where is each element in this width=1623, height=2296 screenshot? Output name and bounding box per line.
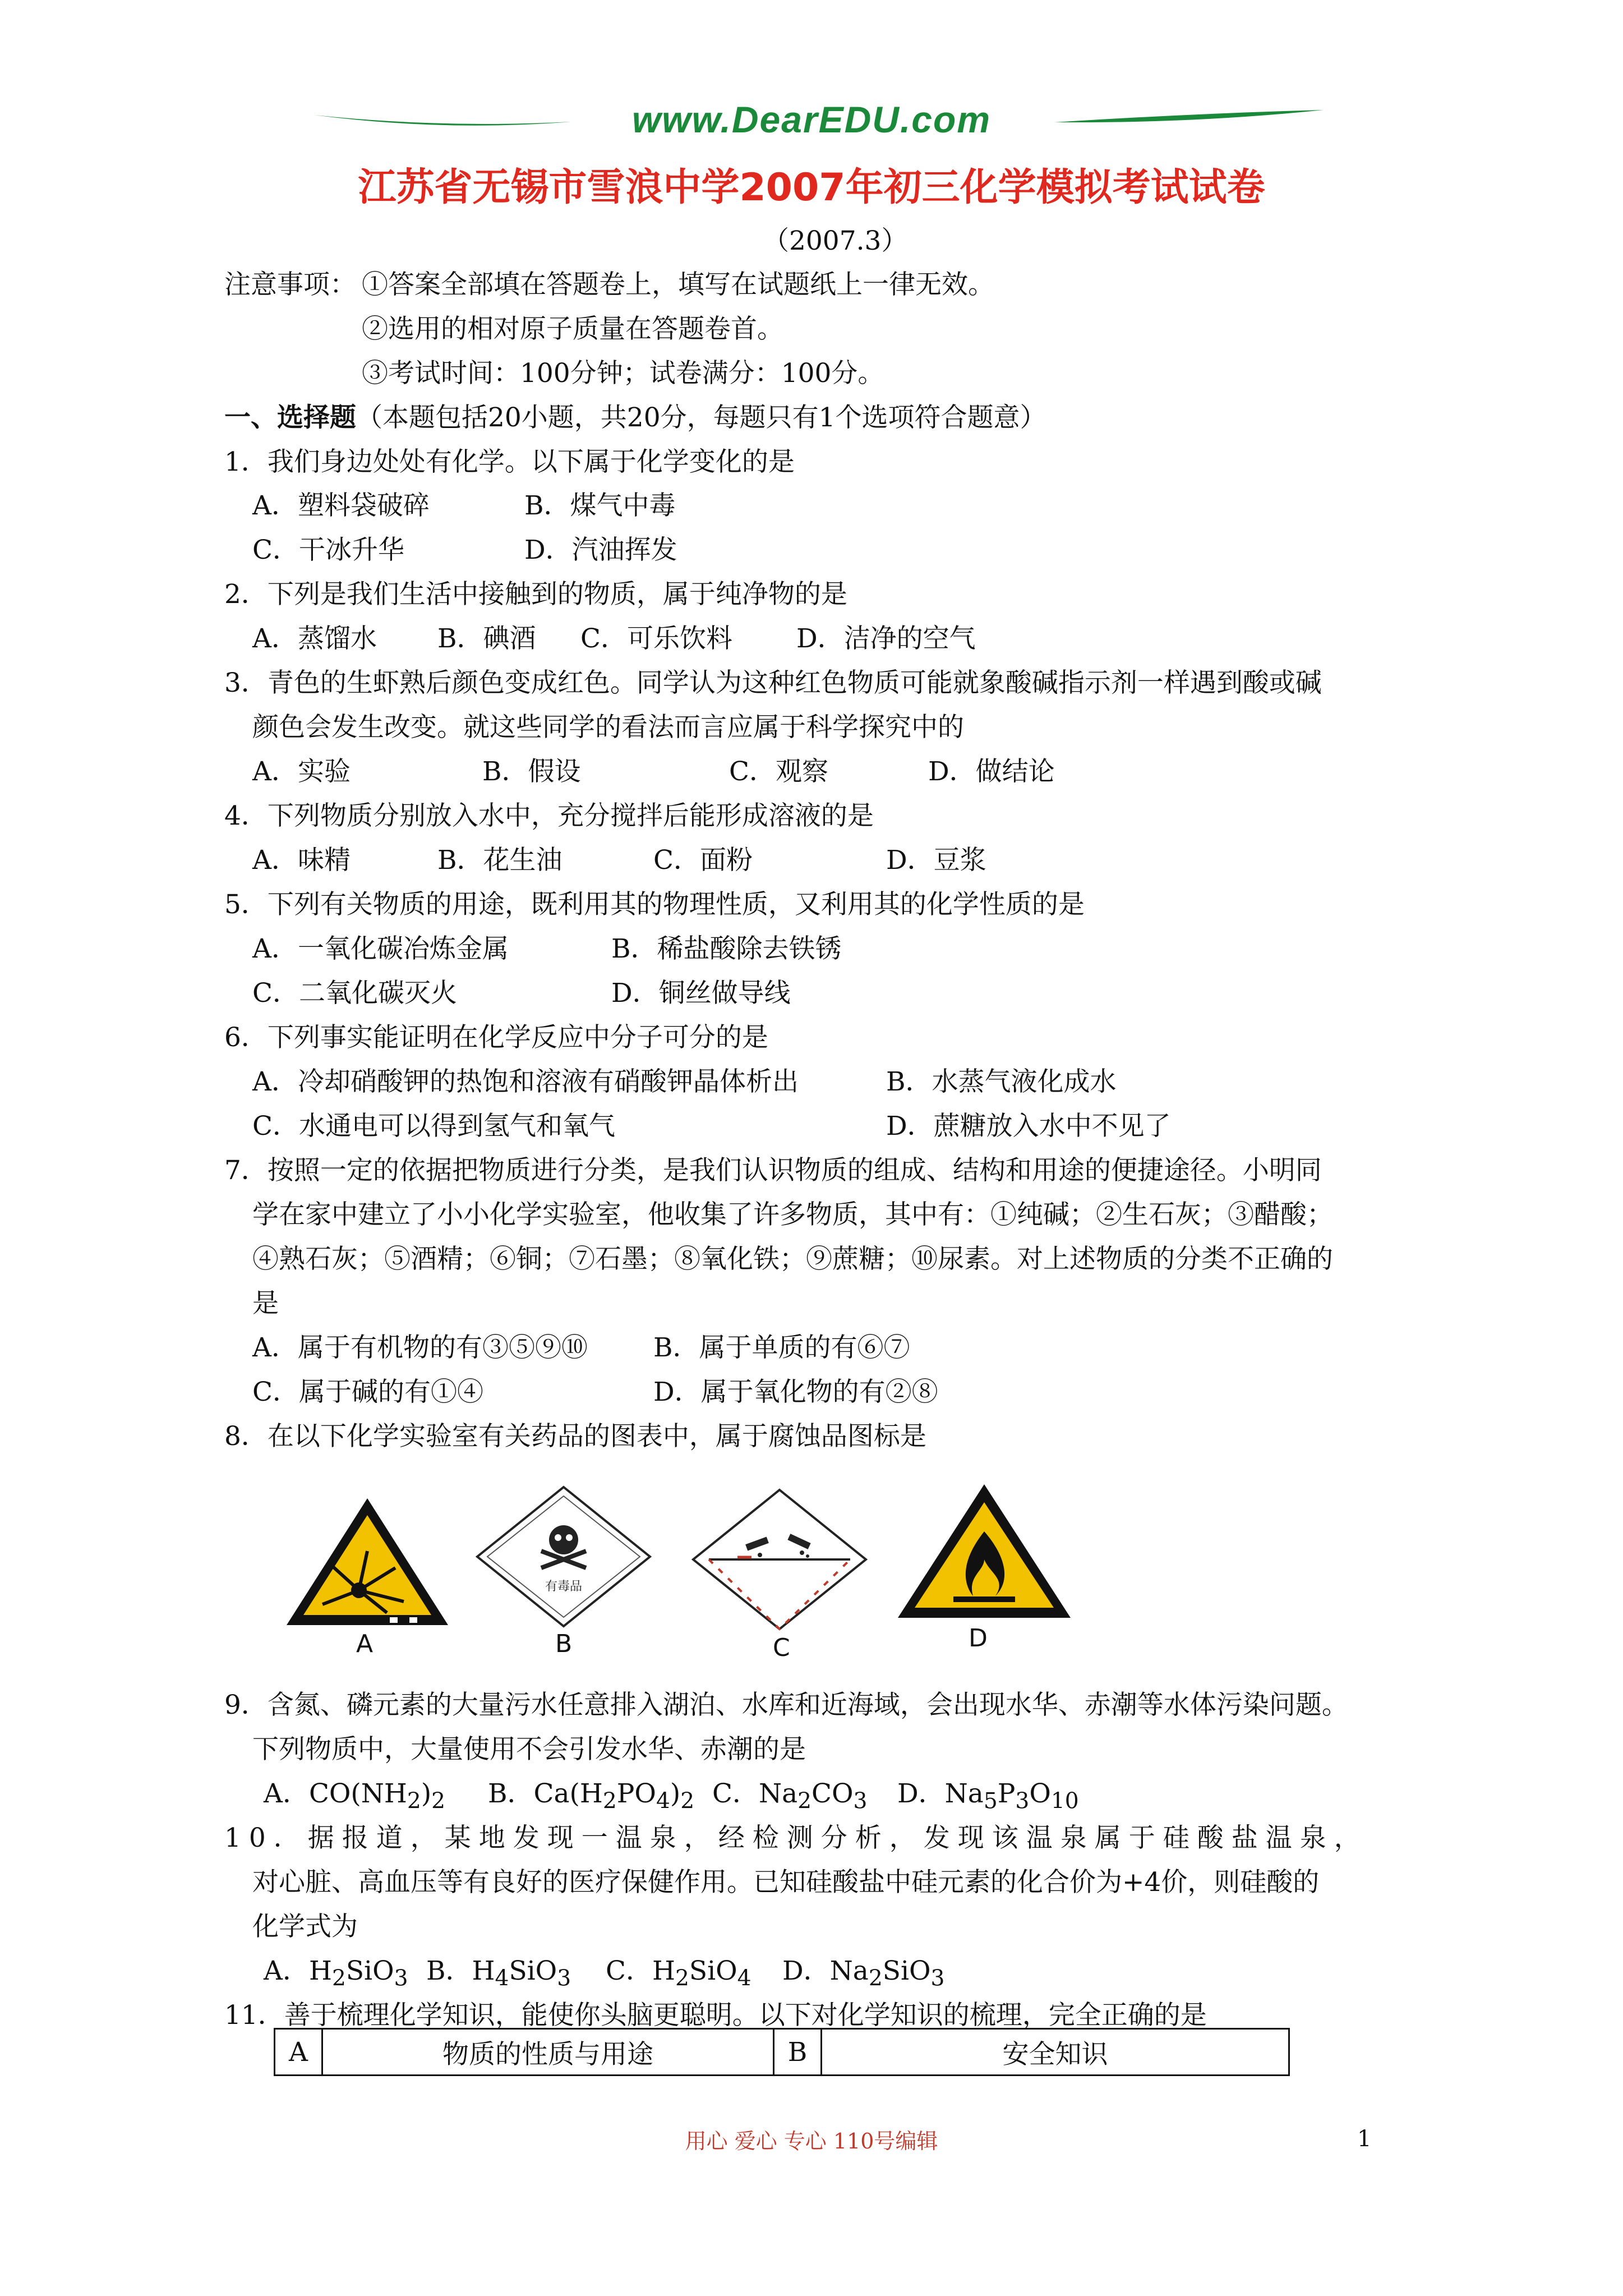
formula-sub: 3 [394,1966,408,1991]
toxic-sign-icon [474,1484,653,1630]
exam-date: （2007.3） [763,226,908,256]
formula-sub: 5 [983,1788,998,1814]
option: D．属于氧化物的有②⑧ [653,1377,938,1407]
formula-part: C．H [606,1955,675,1986]
option: D．汽油挥发 [524,535,677,565]
option: C．面粉 [653,845,753,876]
option: A．冷却硝酸钾的热饱和溶液有硝酸钾晶体析出 [252,1066,799,1097]
question-stem: 化学式为 [252,1911,358,1942]
option: C．可乐饮料 [580,623,732,654]
option [426,1954,571,1995]
formula-sub: 3 [930,1966,945,1991]
explosive-sign-icon [283,1495,451,1630]
formula-part: SiO [689,1955,737,1986]
option: D．豆浆 [886,845,986,876]
option: C．属于碱的有①④ [252,1377,483,1407]
question-stem: 7．按照一定的依据把物质进行分类，是我们认识物质的组成、结构和用途的便捷途径。小明同 [224,1155,1322,1186]
option: B．假设 [482,756,581,787]
sign-label-c: C [773,1634,790,1662]
formula-part: P [997,1778,1016,1809]
formula-sub: 2 [407,1788,421,1814]
formula-sub: 2 [331,1966,346,1991]
page-title: 江苏省无锡市雪浪中学2007年初三化学模拟考试试卷 [358,165,1265,210]
formula-part: SiO [509,1955,557,1986]
formula-part: A．H [264,1955,332,1986]
formula-sub: 2 [675,1966,689,1991]
option: A．实验 [252,756,351,787]
question-stem: 2．下列是我们生活中接触到的物质，属于纯净物的是 [224,579,847,610]
question-stem: 下列物质中，大量使用不会引发水华、赤潮的是 [252,1734,806,1765]
option [782,1954,944,1995]
formula-sub: 2 [602,1788,617,1814]
option: C．干冰升华 [252,535,404,565]
question-stem: 对心脏、高血压等有良好的医疗保健作用。已知硅酸盐中硅元素的化合价为+4价，则硅酸的 [252,1867,1320,1898]
table-cell: 物质的性质与用途 [322,2029,774,2076]
sign-label-a: A [356,1630,374,1658]
formula-sub: 2 [797,1788,812,1814]
formula-sub: 2 [431,1788,446,1814]
option [712,1777,867,1818]
formula-sub: 2 [680,1788,695,1814]
option: A．一氧化碳冶炼金属 [252,933,509,964]
table-cell: A [275,2029,322,2076]
question-stem: 3．青色的生虾熟后颜色变成红色。同学认为这种红色物质可能就象酸碱指示剂一样遇到酸或碱 [224,668,1322,698]
question-stem: 学在家中建立了小小化学实验室，他收集了许多物质，其中有：①纯碱；②生石灰；③醋酸； [252,1199,1333,1230]
option: D．洁净的空气 [796,623,976,654]
formula-part: B．H [426,1955,495,1986]
option: D．做结论 [928,756,1055,787]
notes-label: 注意事项： [224,269,356,300]
table-row [275,2029,1289,2076]
note-item: ②选用的相对原子质量在答题卷首。 [362,314,783,344]
toxic-sign-text: 有毒品 [545,1580,583,1594]
formula-part: SiO [345,1955,394,1986]
option: C．水通电可以得到氢气和氧气 [252,1111,615,1142]
page-number: 1 [1357,2126,1372,2152]
section-desc: （本题包括20小题，共20分，每题只有1个选项符合题意） [356,402,1046,433]
formula-part: ) [421,1778,432,1809]
option: D．铜丝做导线 [611,978,791,1009]
option: B．花生油 [437,845,562,876]
question-stem: 颜色会发生改变。就这些同学的看法而言应属于科学探究中的 [252,712,964,743]
note-item: ①答案全部填在答题卷上，填写在试题纸上一律无效。 [362,269,994,300]
formula-part: ) [670,1778,681,1809]
option [606,1954,751,1995]
site-name: www.DearEDU.com [631,99,992,140]
formula-part: O [1029,1778,1051,1809]
question-stem: 8．在以下化学实验室有关药品的图表中，属于腐蚀品图标是 [224,1421,926,1452]
knowledge-table [274,2028,1290,2076]
question-stem: 是 [252,1288,279,1319]
option [264,1777,445,1818]
option: A．蒸馏水 [252,623,377,654]
formula-sub: 4 [495,1966,509,1991]
option: D．蔗糖放入水中不见了 [886,1111,1171,1142]
question-stem: 10．据报道，某地发现一温泉，经检测分析，发现该温泉属于硅酸盐温泉， [224,1823,1368,1853]
option: B．煤气中毒 [524,490,676,521]
option: C．二氧化碳灭火 [252,978,457,1009]
formula-part: C．Na [712,1778,798,1809]
option: B．稀盐酸除去铁锈 [611,933,842,964]
option: B．碘酒 [437,623,536,654]
formula-part: CO [811,1778,854,1809]
formula-part: A．CO(NH [264,1778,407,1809]
corrosive-sign-icon [690,1487,869,1632]
option: B．属于单质的有⑥⑦ [653,1332,910,1363]
option [488,1777,694,1818]
question-stem: 5．下列有关物质的用途，既利用其的物理性质，又利用其的化学性质的是 [224,889,1085,920]
formula-sub: 4 [656,1788,670,1814]
note-item: ③考试时间：100分钟；试卷满分：100分。 [362,358,884,389]
table-cell: 安全知识 [822,2029,1289,2076]
formula-part: B．Ca(H [488,1778,603,1809]
question-stem: 11．善于梳理化学知识，能使你头脑更聪明。以下对化学知识的梳理，完全正确的是 [224,2000,1207,2031]
formula-sub: 10 [1050,1788,1079,1814]
option: A．味精 [252,845,351,876]
question-stem: 4．下列物质分别放入水中，充分搅拌后能形成溶液的是 [224,800,874,831]
question-stem: 9．含氮、磷元素的大量污水任意排入湖泊、水库和近海域，会出现水华、赤潮等水体污染问题。 [224,1690,1348,1720]
question-stem: ④熟石灰；⑤酒精；⑥铜；⑦石墨；⑧氧化铁；⑨蔗糖；⑩尿素。对上述物质的分类不正确的 [252,1244,1333,1274]
formula-sub: 3 [557,1966,571,1991]
option: A．塑料袋破碎 [252,490,430,521]
formula-part: PO [616,1778,656,1809]
formula-part: D．Na [897,1778,984,1809]
option: B．水蒸气液化成水 [886,1066,1117,1097]
question-stem: 1．我们身边处处有化学。以下属于化学变化的是 [224,447,795,477]
formula-sub: 4 [737,1966,751,1991]
section-heading [224,401,1046,435]
formula-sub: 2 [868,1966,883,1991]
formula-part: SiO [882,1955,931,1986]
table-cell: B [774,2029,822,2076]
flammable-sign-icon [895,1481,1074,1621]
option [897,1777,1079,1818]
formula-sub: 3 [1015,1788,1030,1814]
sign-label-d: D [969,1624,988,1653]
sign-label-b: B [555,1630,573,1658]
formula-part: D．Na [782,1955,869,1986]
option [264,1954,408,1995]
question-stem: 6．下列事实能证明在化学反应中分子可分的是 [224,1022,768,1053]
formula-sub: 3 [853,1788,868,1814]
section-title: 一、选择题 [224,402,356,433]
option: C．观察 [729,756,828,787]
option: A．属于有机物的有③⑤⑨⑩ [252,1332,588,1363]
footer-text: 用心 爱心 专心 110号编辑 [685,2129,938,2154]
